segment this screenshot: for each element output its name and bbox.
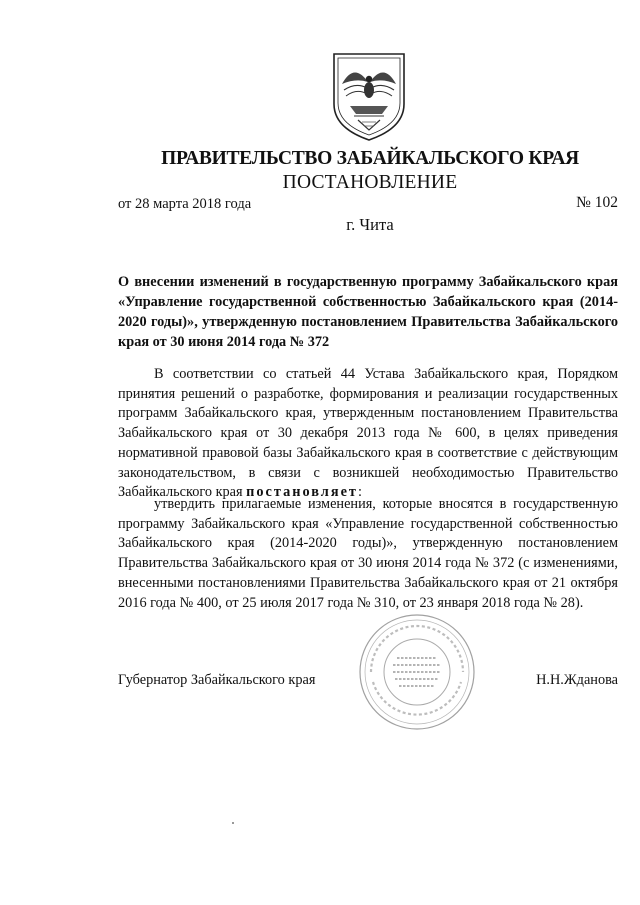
signatory-role: Губернатор Забайкальского края [118, 672, 316, 688]
resolves-word: постановляет [246, 484, 358, 501]
document-number: № 102 [576, 194, 618, 211]
official-stamp [357, 612, 477, 732]
body-paragraph-2: утвердить прилагаемые изменения, которые вносятся в государственную программу Забайкальского края «Управление государственной собственностью Забайкальского края (2014-2020 годы)», утвержденную постановлением Правительства Забайкальского края от 30 июня 2014 года № 372 (с изменениями, внесенными постановлениями Правительства Забайкальского края от 21 октября 2016 года № 400, от 25 июля 2017 года № 310, от 23 января 2018 года № 28). [118, 496, 618, 611]
body-paragraph-1-text: В соответствии со статьей 44 Устава Забайкальского края, Порядком принятия решений о разработке, формирования и реализации государственных программ Забайкальского края, утвержденным постановлением Правительства Забайкальского края от 30 декабря 2013 года № 600, в целях приведения нормативной правовой базы Забайкальского края в соответствие с действующим законодательством, в связи с возникшей необходимостью Правительство Забайкальского края [118, 366, 618, 501]
document-date: от 28 марта 2018 года [118, 196, 252, 212]
document-type: ПОСТАНОВЛЕНИЕ [282, 172, 458, 193]
scan-speck [232, 822, 234, 824]
document-subject: О внесении изменений в государственную программу Забайкальского края «Управление государственной собственностью Забайкальского края (2014-2020 годы)», утвержденную постановлением Правительства Забайкальского края от 30 июня 2014 года № 372 [118, 274, 618, 350]
government-title: ПРАВИТЕЛЬСТВО ЗАБАЙКАЛЬСКОГО КРАЯ [161, 148, 579, 169]
signatory-name: Н.Н.Жданова [536, 672, 618, 688]
body-paragraph-1-colon: : [357, 484, 362, 501]
document-city: г. Чита [346, 215, 394, 234]
coat-of-arms-emblem [330, 52, 408, 142]
body-paragraph-1 [118, 365, 618, 503]
